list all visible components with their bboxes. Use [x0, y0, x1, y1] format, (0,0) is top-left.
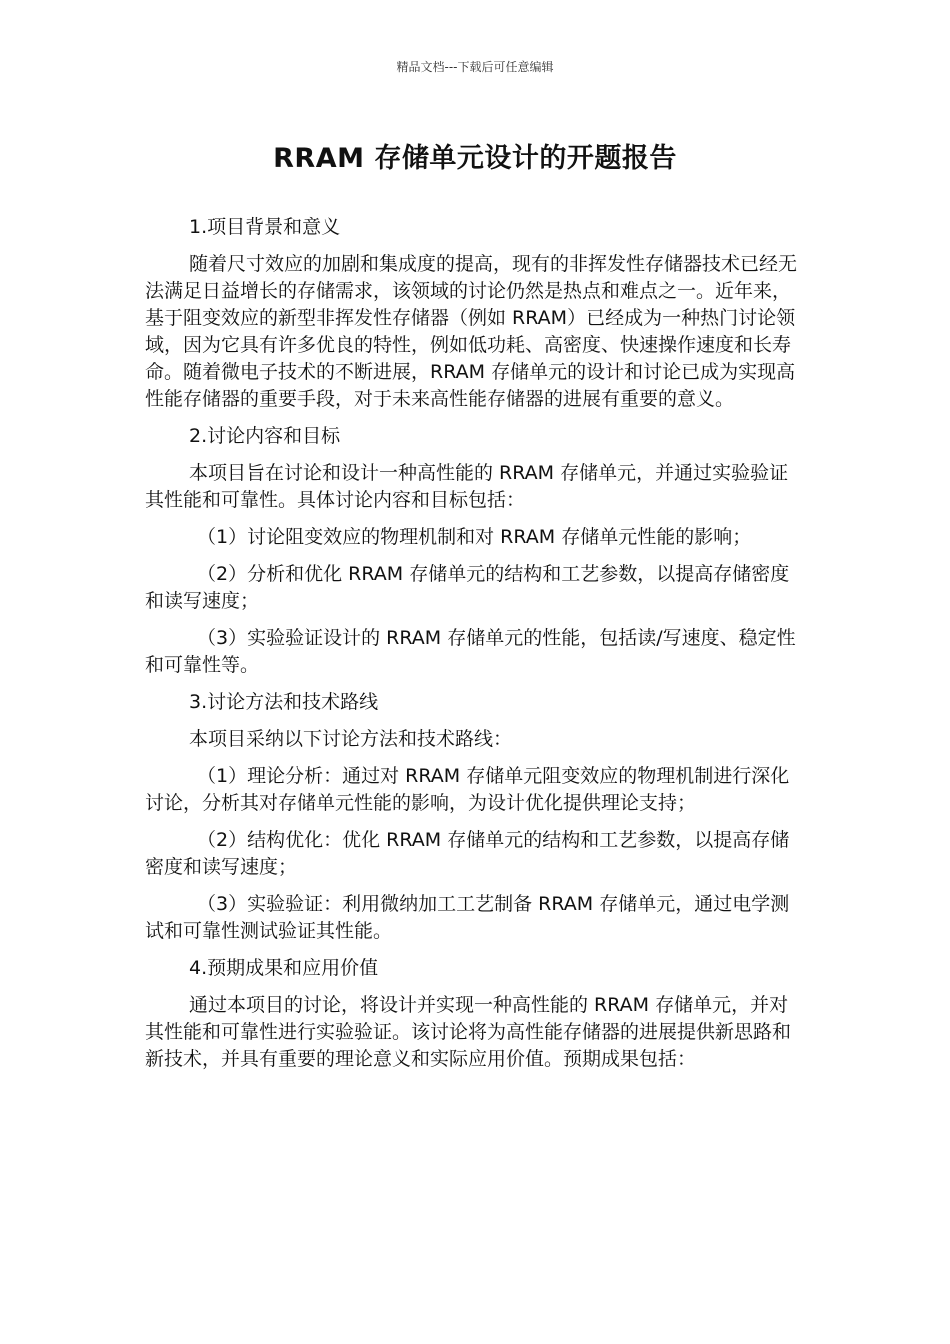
document-title: RRAM 存储单元设计的开题报告 — [273, 143, 677, 174]
list-item: （1）讨论阻变效应的物理机制和对 RRAM 存储单元性能的影响； — [197, 526, 752, 548]
section-4-heading: 4.预期成果和应用价值 — [189, 957, 379, 979]
list-item: （1）理论分析：通过对 RRAM 存储单元阻变效应的物理机制进行深化讨论，分析其对存储单元性能的影响，为设计优化提供理论支持； — [145, 765, 790, 814]
section-3-heading: 3.讨论方法和技术路线 — [189, 691, 379, 713]
page-header: 精品文档---下载后可任意编辑 — [396, 60, 554, 74]
section-2-heading: 2.讨论内容和目标 — [189, 425, 341, 447]
list-item: （3）实验验证：利用微纳加工工艺制备 RRAM 存储单元，通过电学测试和可靠性测试验证其性能。 — [145, 893, 790, 942]
list-item: （3）实验验证设计的 RRAM 存储单元的性能，包括读/写速度、稳定性和可靠性等。 — [145, 627, 796, 676]
document-body — [145, 214, 800, 1083]
section-2-paragraph: 本项目旨在讨论和设计一种高性能的 RRAM 存储单元，并通过实验验证其性能和可靠性。具体讨论内容和目标包括： — [145, 462, 789, 511]
list-item: （2）分析和优化 RRAM 存储单元的结构和工艺参数，以提高存储密度和读写速度； — [145, 563, 790, 612]
section-3-paragraph: 本项目采纳以下讨论方法和技术路线： — [189, 728, 513, 750]
section-1-paragraph: 随着尺寸效应的加剧和集成度的提高，现有的非挥发性存储器技术已经无法满足日益增长的存储需求，该领域的讨论仍然是热点和难点之一。近年来，基于阻变效应的新型非挥发性存储器（例如 RRAM）已经成为一种热门讨论领域，因为它具有许多优良的特性，例如低功耗、高密度、快速操作速度和长寿命。随着微电子技术的不断进展，RRAM 存储单元的设计和讨论已成为实现高性能存储器的重要手段，对于未来高性能存储器的进展有重要的意义。 — [145, 253, 798, 410]
list-item: （2）结构优化：优化 RRAM 存储单元的结构和工艺参数，以提高存储密度和读写速度； — [145, 829, 790, 878]
section-1-heading: 1.项目背景和意义 — [189, 216, 341, 238]
section-4-paragraph: 通过本项目的讨论，将设计并实现一种高性能的 RRAM 存储单元，并对其性能和可靠性进行实验验证。该讨论将为高性能存储器的进展提供新思路和新技术，并具有重要的理论意义和实际应用价值。预期成果包括： — [145, 994, 792, 1070]
